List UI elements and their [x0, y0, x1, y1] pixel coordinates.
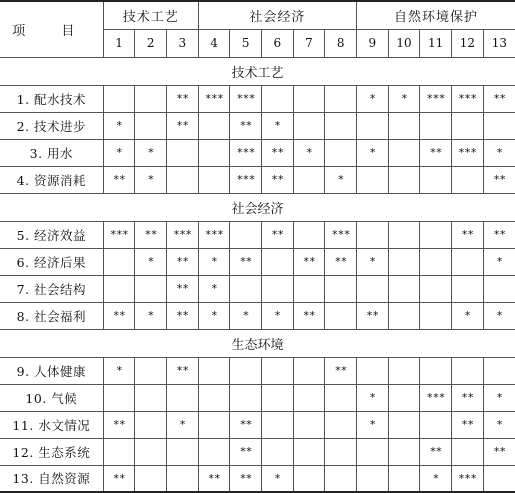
impact-cell [388, 465, 420, 492]
row-label: 12. 生态系统 [0, 438, 103, 465]
impact-cell [325, 411, 357, 438]
impact-cell: *** [167, 221, 199, 248]
column-number-header: 6 [262, 29, 294, 57]
impact-cell: * [167, 411, 199, 438]
impact-cell [388, 438, 420, 465]
impact-cell [325, 139, 357, 166]
impact-cell: *** [452, 465, 484, 492]
impact-cell [483, 112, 515, 139]
impact-cell: * [103, 112, 135, 139]
impact-cell: * [357, 85, 389, 112]
impact-cell: ** [230, 438, 262, 465]
impact-cell [135, 438, 167, 465]
impact-cell [388, 357, 420, 384]
impact-cell [325, 384, 357, 411]
impact-cell: ** [325, 357, 357, 384]
impact-cell [388, 139, 420, 166]
impact-cell [230, 221, 262, 248]
column-number-header: 10 [388, 29, 420, 57]
row-label: 9. 人体健康 [0, 357, 103, 384]
impact-cell [420, 221, 452, 248]
row-label: 5. 经济效益 [0, 221, 103, 248]
impact-cell: ** [452, 221, 484, 248]
column-number-header: 13 [483, 29, 515, 57]
impact-cell: ** [103, 166, 135, 193]
impact-cell [452, 438, 484, 465]
table-header [0, 1, 515, 57]
column-number-header: 5 [230, 29, 262, 57]
impact-cell: *** [452, 85, 484, 112]
impact-cell: * [420, 465, 452, 492]
row-label: 11. 水文情况 [0, 411, 103, 438]
row-label: 10. 气候 [0, 384, 103, 411]
impact-cell: ** [483, 438, 515, 465]
impact-cell: * [483, 139, 515, 166]
impact-cell: * [483, 248, 515, 275]
impact-cell [135, 275, 167, 302]
impact-cell [167, 465, 199, 492]
impact-cell [262, 85, 294, 112]
column-number-header: 7 [293, 29, 325, 57]
impact-cell: * [357, 139, 389, 166]
impact-cell: ** [293, 302, 325, 329]
impact-cell: * [483, 411, 515, 438]
impact-cell [167, 438, 199, 465]
impact-cell: * [135, 139, 167, 166]
impact-cell [388, 166, 420, 193]
impact-cell: ** [103, 302, 135, 329]
impact-cell: *** [103, 221, 135, 248]
impact-cell: *** [198, 85, 230, 112]
impact-cell [262, 357, 294, 384]
impact-cell [325, 275, 357, 302]
impact-cell: * [293, 139, 325, 166]
impact-cell: ** [230, 465, 262, 492]
impact-cell [293, 411, 325, 438]
impact-cell: ** [325, 248, 357, 275]
impact-cell [483, 465, 515, 492]
group-header-environment: 自然环境保护 [357, 1, 515, 29]
impact-cell [420, 112, 452, 139]
impact-cell [325, 438, 357, 465]
impact-cell [230, 275, 262, 302]
impact-cell [293, 166, 325, 193]
impact-cell: * [325, 166, 357, 193]
section-label: 生态环境 [0, 329, 515, 357]
impact-cell [103, 275, 135, 302]
impact-cell [167, 139, 199, 166]
impact-cell: * [262, 112, 294, 139]
impact-cell [103, 85, 135, 112]
impact-cell [262, 411, 294, 438]
impact-cell [357, 438, 389, 465]
impact-cell [293, 465, 325, 492]
impact-cell: * [262, 465, 294, 492]
impact-cell: ** [452, 384, 484, 411]
impact-cell [420, 302, 452, 329]
table-row [0, 275, 515, 302]
impact-cell: ** [167, 85, 199, 112]
impact-cell: ** [262, 221, 294, 248]
impact-cell [388, 302, 420, 329]
row-label: 2. 技术进步 [0, 112, 103, 139]
table-row [0, 411, 515, 438]
impact-cell [198, 357, 230, 384]
impact-cell: ** [483, 221, 515, 248]
impact-cell [262, 384, 294, 411]
impact-cell [198, 139, 230, 166]
impact-cell: * [357, 248, 389, 275]
impact-cell [420, 411, 452, 438]
impact-cell [420, 275, 452, 302]
impact-cell [293, 112, 325, 139]
impact-cell: ** [230, 411, 262, 438]
impact-cell [293, 357, 325, 384]
impact-cell [293, 275, 325, 302]
impact-cell [483, 275, 515, 302]
column-number-header: 2 [135, 29, 167, 57]
impact-cell [452, 112, 484, 139]
row-label: 13. 自然资源 [0, 465, 103, 492]
impact-cell: ** [167, 275, 199, 302]
row-label: 8. 社会福利 [0, 302, 103, 329]
impact-cell [483, 357, 515, 384]
impact-cell: * [357, 411, 389, 438]
impact-cell: *** [230, 166, 262, 193]
impact-cell [198, 411, 230, 438]
impact-cell: * [262, 302, 294, 329]
column-number-header: 11 [420, 29, 452, 57]
impact-cell [230, 384, 262, 411]
impact-cell: * [198, 248, 230, 275]
impact-cell: ** [262, 166, 294, 193]
impact-cell [388, 112, 420, 139]
impact-cell: ** [293, 248, 325, 275]
impact-cell: ** [103, 465, 135, 492]
impact-cell [262, 438, 294, 465]
impact-cell [262, 248, 294, 275]
impact-cell [198, 112, 230, 139]
impact-cell: * [135, 302, 167, 329]
impact-cell: * [452, 302, 484, 329]
impact-cell [325, 112, 357, 139]
impact-cell [420, 248, 452, 275]
impact-cell [420, 166, 452, 193]
impact-cell [357, 221, 389, 248]
column-number-header: 9 [357, 29, 389, 57]
table-row [0, 357, 515, 384]
column-number-header: 12 [452, 29, 484, 57]
impact-cell: * [103, 139, 135, 166]
impact-cell: * [230, 302, 262, 329]
impact-cell: *** [198, 221, 230, 248]
impact-cell: *** [452, 139, 484, 166]
impact-cell: * [483, 302, 515, 329]
impact-cell [198, 166, 230, 193]
group-header-socioeconomic: 社会经济 [198, 1, 356, 29]
column-number-header: 3 [167, 29, 199, 57]
impact-cell: * [483, 384, 515, 411]
impact-cell: * [135, 166, 167, 193]
table-row [0, 139, 515, 166]
impact-cell: * [103, 357, 135, 384]
impact-cell: ** [483, 166, 515, 193]
impact-cell [135, 384, 167, 411]
impact-cell [103, 384, 135, 411]
impact-cell: ** [452, 411, 484, 438]
impact-cell: ** [167, 248, 199, 275]
section-label: 社会经济 [0, 193, 515, 221]
impact-cell [293, 384, 325, 411]
impact-cell: * [135, 248, 167, 275]
impact-cell: ** [483, 85, 515, 112]
impact-cell: ** [420, 438, 452, 465]
table-body [0, 57, 515, 492]
row-label: 6. 经济后果 [0, 248, 103, 275]
impact-cell: ** [357, 302, 389, 329]
table-row [0, 166, 515, 193]
impact-cell [135, 465, 167, 492]
header-group-row [0, 1, 515, 29]
section-header-row [0, 57, 515, 85]
impact-cell [357, 275, 389, 302]
impact-cell [262, 275, 294, 302]
row-label: 7. 社会结构 [0, 275, 103, 302]
impact-cell: ** [167, 112, 199, 139]
impact-cell [103, 248, 135, 275]
impact-cell [388, 248, 420, 275]
impact-cell [325, 302, 357, 329]
impact-cell [388, 275, 420, 302]
impact-cell [135, 112, 167, 139]
table-row [0, 384, 515, 411]
impact-cell [452, 248, 484, 275]
impact-cell [135, 357, 167, 384]
impact-cell: * [357, 384, 389, 411]
impact-cell [420, 357, 452, 384]
impact-cell: ** [167, 302, 199, 329]
impact-cell [452, 275, 484, 302]
impact-cell: * [388, 85, 420, 112]
impact-cell: * [198, 275, 230, 302]
column-number-header: 4 [198, 29, 230, 57]
section-label: 技术工艺 [0, 57, 515, 85]
impact-cell: ** [167, 357, 199, 384]
impact-cell [293, 221, 325, 248]
impact-cell [357, 166, 389, 193]
section-header-row [0, 193, 515, 221]
table-row [0, 465, 515, 492]
impact-cell [388, 384, 420, 411]
impact-cell: * [198, 302, 230, 329]
impact-cell [167, 384, 199, 411]
impact-cell: *** [230, 139, 262, 166]
impact-cell: *** [420, 384, 452, 411]
impact-cell [135, 411, 167, 438]
impact-cell [357, 465, 389, 492]
row-label: 3. 用水 [0, 139, 103, 166]
row-label: 4. 资源消耗 [0, 166, 103, 193]
table-row [0, 302, 515, 329]
item-column-header: 项 目 [0, 1, 103, 57]
group-header-tech: 技术工艺 [103, 1, 198, 29]
impact-cell: ** [262, 139, 294, 166]
impact-cell: *** [230, 85, 262, 112]
column-number-header: 8 [325, 29, 357, 57]
table-row [0, 221, 515, 248]
impact-cell [388, 221, 420, 248]
impact-cell [388, 411, 420, 438]
table-row [0, 438, 515, 465]
impact-cell [135, 85, 167, 112]
impact-cell: ** [230, 112, 262, 139]
impact-cell [452, 357, 484, 384]
table-row [0, 248, 515, 275]
impact-cell [357, 357, 389, 384]
impact-cell [452, 166, 484, 193]
impact-cell [293, 85, 325, 112]
impact-cell [103, 438, 135, 465]
impact-cell [167, 166, 199, 193]
impact-cell: ** [420, 139, 452, 166]
section-header-row [0, 329, 515, 357]
impact-cell [325, 465, 357, 492]
table-row [0, 85, 515, 112]
impact-cell: ** [135, 221, 167, 248]
table-row [0, 112, 515, 139]
column-number-header: 1 [103, 29, 135, 57]
impact-cell [325, 85, 357, 112]
impact-cell: ** [198, 465, 230, 492]
impact-cell: *** [325, 221, 357, 248]
row-label: 1. 配水技术 [0, 85, 103, 112]
impact-cell [198, 384, 230, 411]
impact-cell: *** [420, 85, 452, 112]
impact-cell [293, 438, 325, 465]
impact-cell: ** [230, 248, 262, 275]
impact-cell [198, 438, 230, 465]
impact-cell [230, 357, 262, 384]
impact-cell: ** [103, 411, 135, 438]
impact-cell [357, 112, 389, 139]
